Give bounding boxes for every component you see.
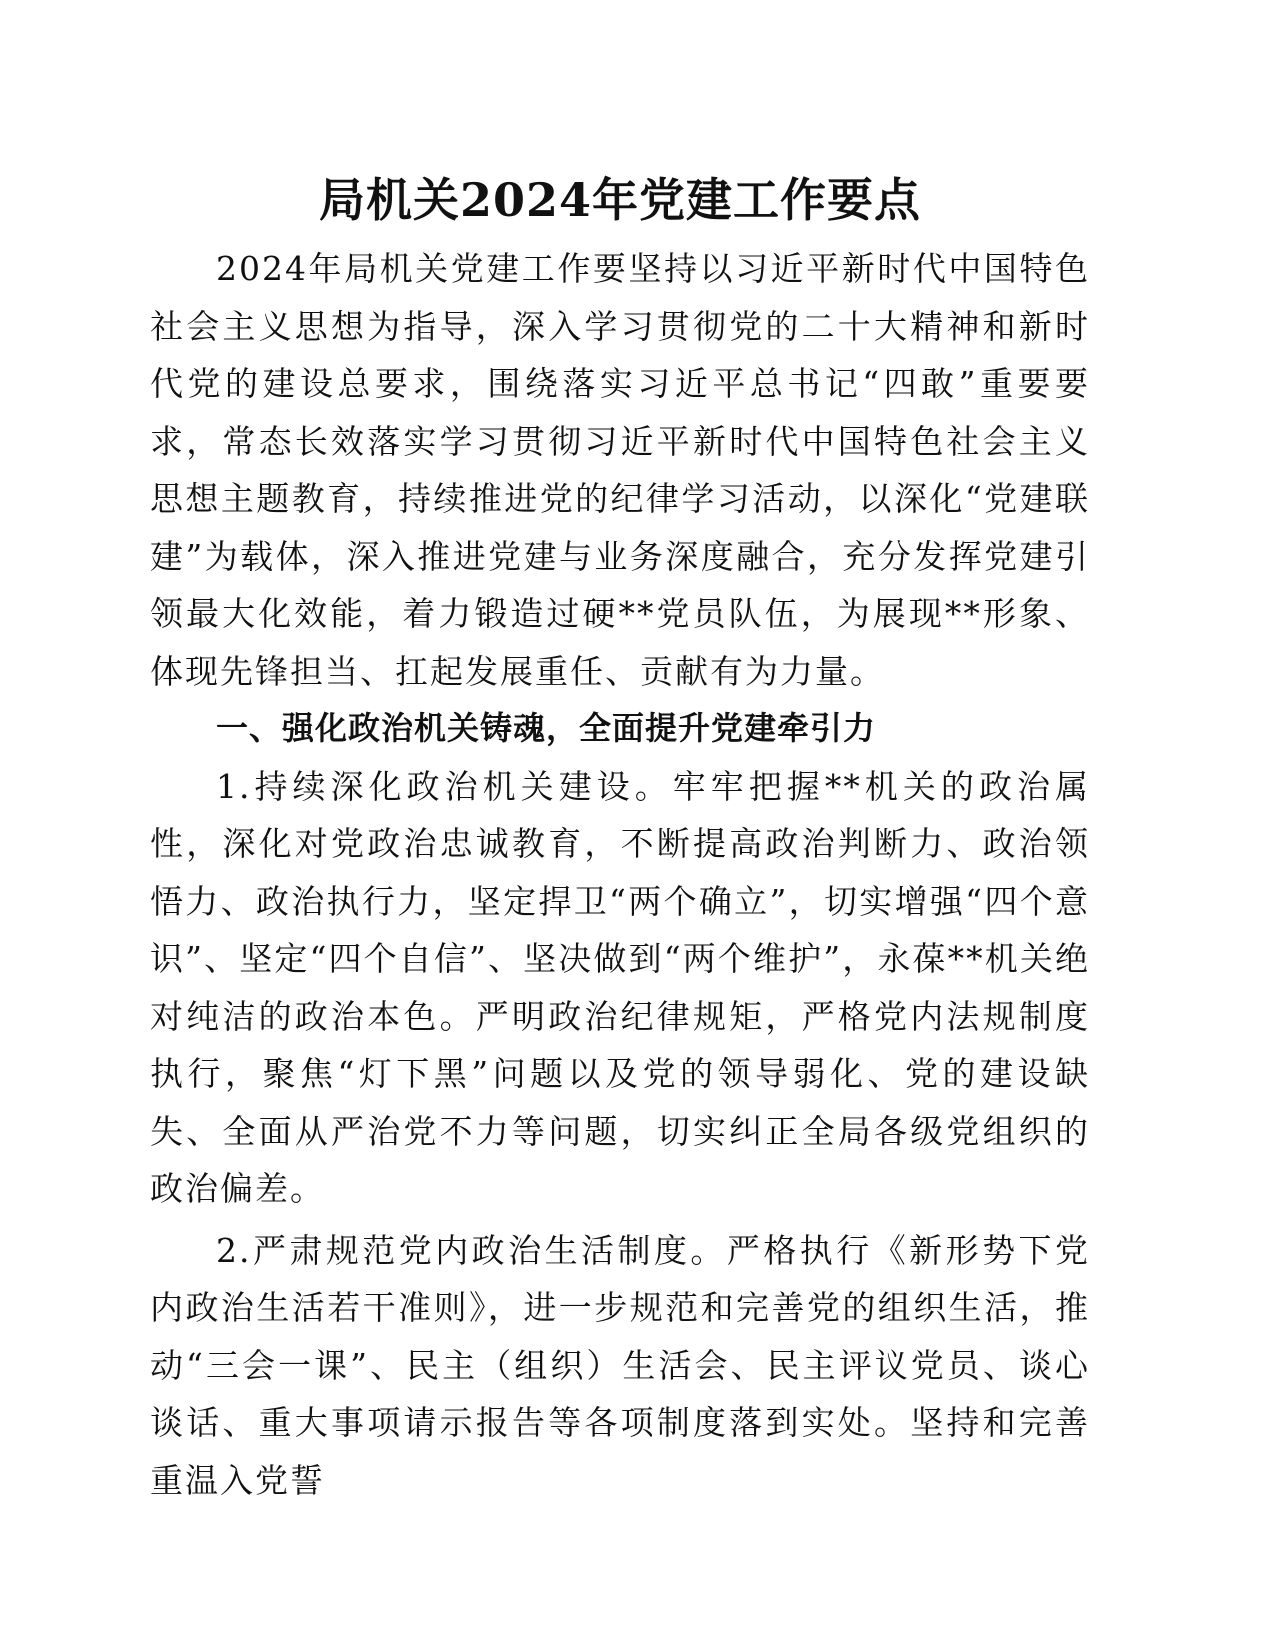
document-page xyxy=(150,170,1090,1509)
document-title: 局机关2024年党建工作要点 xyxy=(318,173,922,227)
item-paragraph-1: 1.持续深化政治机关建设。牢牢把握**机关的政治属性，深化对党政治忠诚教育，不断提高政治判断力、政治领悟力、政治执行力，坚定捍卫“两个确立”，切实增强“四个意识”、坚定“四个自信”、坚决做到“两个维护”，永葆**机关绝对纯洁的政治本色。严明政治纪律规矩，严格党内法规制度执行，聚焦“灯下黑”问题以及党的领导弱化、党的建设缺失、全面从严治党不力等问题，切实纠正全局各级党组织的政治偏差。 xyxy=(150,766,1090,1208)
intro-paragraph: 2024年局机关党建工作要坚持以习近平新时代中国特色社会主义思想为指导，深入学习贯彻党的二十大精神和新时代党的建设总要求，围绕落实习近平总书记“四敢”重要要求，常态长效落实学习贯彻习近平新时代中国特色社会主义思想主题教育，持续推进党的纪律学习活动，以深化“党建联建”为载体，深入推进党建与业务深度融合，充分发挥党建引领最大化效能，着力锻造过硬**党员队伍，为展现**形象、体现先锋担当、扛起发展重任、贡献有为力量。 xyxy=(150,249,1090,691)
item-paragraph-2: 2.严肃规范党内政治生活制度。严格执行《新形势下党内政治生活若干准则》，进一步规范和完善党的组织生活，推动“三会一课”、民主（组织）生活会、民主评议党员、谈心谈话、重大事项请示报告等各项制度落到实处。坚持和完善重温入党誓 xyxy=(150,1230,1090,1500)
section-heading-1: 一、强化政治机关铸魂，全面提升党建牵引力 xyxy=(216,709,877,747)
